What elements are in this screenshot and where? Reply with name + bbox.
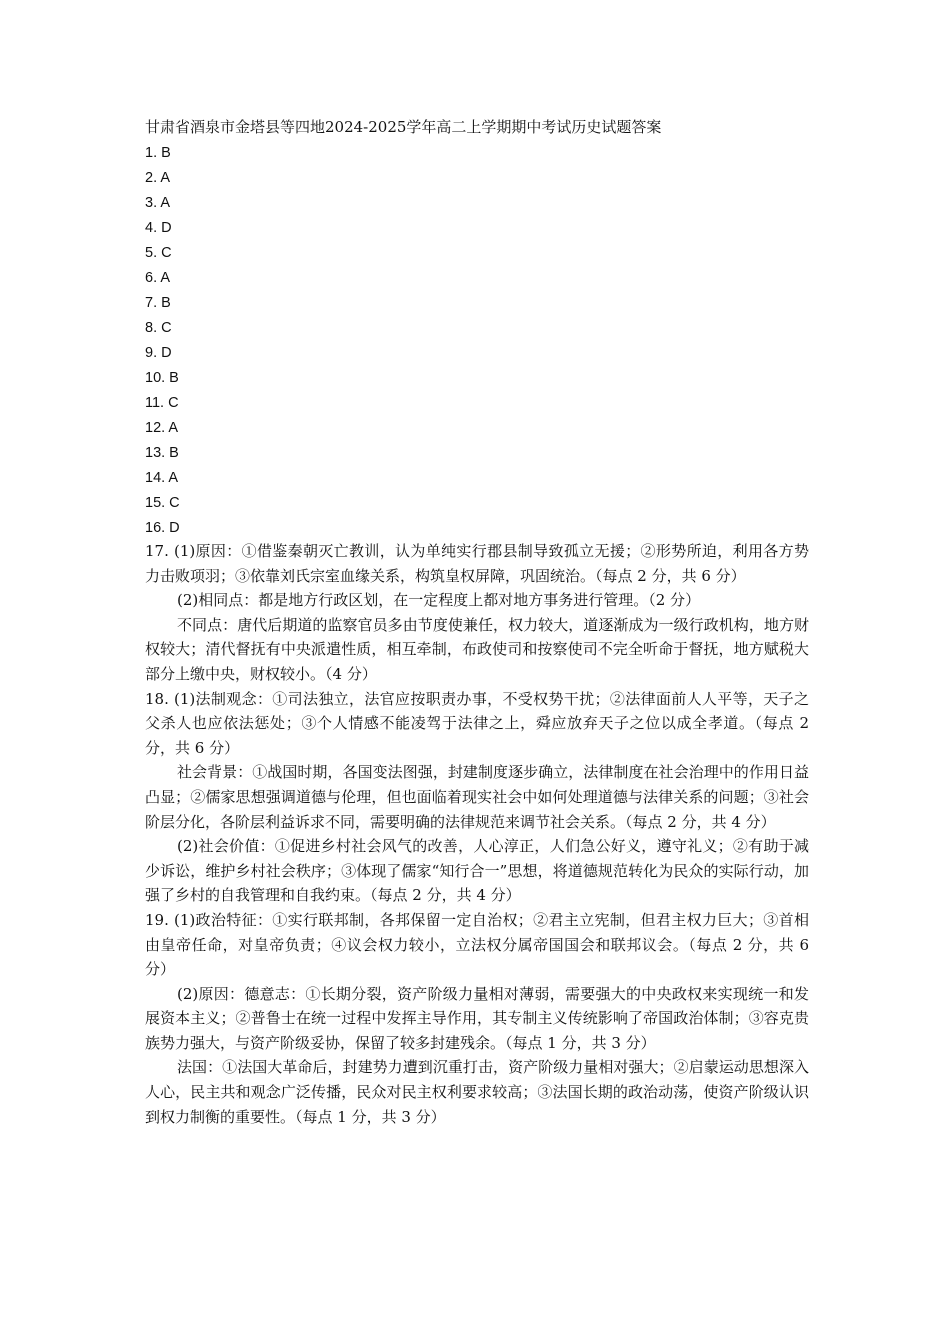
q18-part2: (2)社会价值：①促进乡村社会风气的改善，人心淳正，人们急公好义，遵守礼义；②有助于减少诉讼，维护乡村社会秩序；③体现了儒家“知行合一”思想，将道德规范转化为民众的实际行动，加强了乡村的自我管理和自我约束。（每点 2 分，共 4 分）: [145, 837, 809, 905]
answer-list: [145, 142, 180, 542]
answer-item: 4. D: [145, 220, 172, 236]
q18-part1: 18. (1)法制观念：①司法独立，法官应按职责办事，不受权势干扰；②法律面前人人平等，天子之父杀人也应依法惩处；③个人情感不能凌驾于法律之上，舜应放弃天子之位以成全孝道。（每点 2 分，共 6 分）: [145, 689, 809, 757]
answer-item: 5. C: [145, 245, 172, 261]
answer-explanations: [145, 539, 809, 1129]
answer-item: 1. B: [145, 145, 171, 161]
answer-item: 8. C: [145, 320, 172, 336]
answer-item: 14. A: [145, 470, 179, 486]
q19-part2-germany: (2)原因：德意志：①长期分裂，资产阶级力量相对薄弱，需要强大的中央政权来实现统一和发展资本主义；②普鲁士在统一过程中发挥主导作用，其专制主义传统影响了帝国政治体制；③容克贵族势力强大，与资产阶级妥协，保留了较多封建残余。（每点 1 分，共 3 分）: [145, 984, 809, 1052]
q17-part2-similarity: (2)相同点：都是地方行政区划，在一定程度上都对地方事务进行管理。（2 分）: [177, 591, 701, 610]
answer-item: 16. D: [145, 520, 180, 536]
q17-part2-difference: 不同点：唐代后期道的监察官员多由节度使兼任，权力较大，道逐渐成为一级行政机构，地方财权较大；清代督抚有中央派遣性质，相互牵制，布政使司和按察使司不完全听命于督抚，地方赋税大部分上缴中央，财权较小。（4 分）: [145, 615, 809, 683]
q19-part1: 19. (1)政治特征：①实行联邦制，各邦保留一定自治权；②君主立宪制，但君主权力巨大；③首相由皇帝任命，对皇帝负责；④议会权力较小，立法权分属帝国国会和联邦议会。（每点 2 分，共 6 分）: [145, 910, 809, 979]
answer-item: 6. A: [145, 270, 170, 286]
answer-item: 11. C: [145, 395, 179, 411]
answer-item: 2. A: [145, 170, 170, 186]
answer-item: 15. C: [145, 495, 180, 511]
q18-social-background: 社会背景：①战国时期，各国变法图强，封建制度逐步确立，法律制度在社会治理中的作用日益凸显；②儒家思想强调道德与伦理，但也面临着现实社会中如何处理道德与法律关系的问题；③社会阶层分化，各阶层利益诉求不同，需要明确的法律规范来调节社会关系。（每点 2 分，共 4 分）: [145, 763, 809, 831]
answer-item: 13. B: [145, 445, 179, 461]
answer-item: 12. A: [145, 420, 179, 436]
answer-item: 9. D: [145, 345, 172, 361]
q17-part1: 17. (1)原因：①借鉴秦朝灭亡教训，认为单纯实行郡县制导致孤立无援；②形势所迫，利用各方势力击败项羽；③依靠刘氏宗室血缘关系，构筑皇权屏障，巩固统治。（每点 2 分，共 6 分）: [145, 542, 809, 585]
answer-item: 7. B: [145, 295, 171, 311]
document-title: 甘肃省酒泉市金塔县等四地2024-2025学年高二上学期期中考试历史试题答案: [145, 118, 662, 136]
answer-item: 3. A: [145, 195, 170, 211]
q19-part2-france: 法国：①法国大革命后，封建势力遭到沉重打击，资产阶级力量相对强大；②启蒙运动思想深入人心，民主共和观念广泛传播，民众对民主权利要求较高；③法国长期的政治动荡，使资产阶级认识到权力制衡的重要性。（每点 1 分，共 3 分）: [145, 1058, 809, 1126]
answer-item: 10. B: [145, 370, 179, 386]
